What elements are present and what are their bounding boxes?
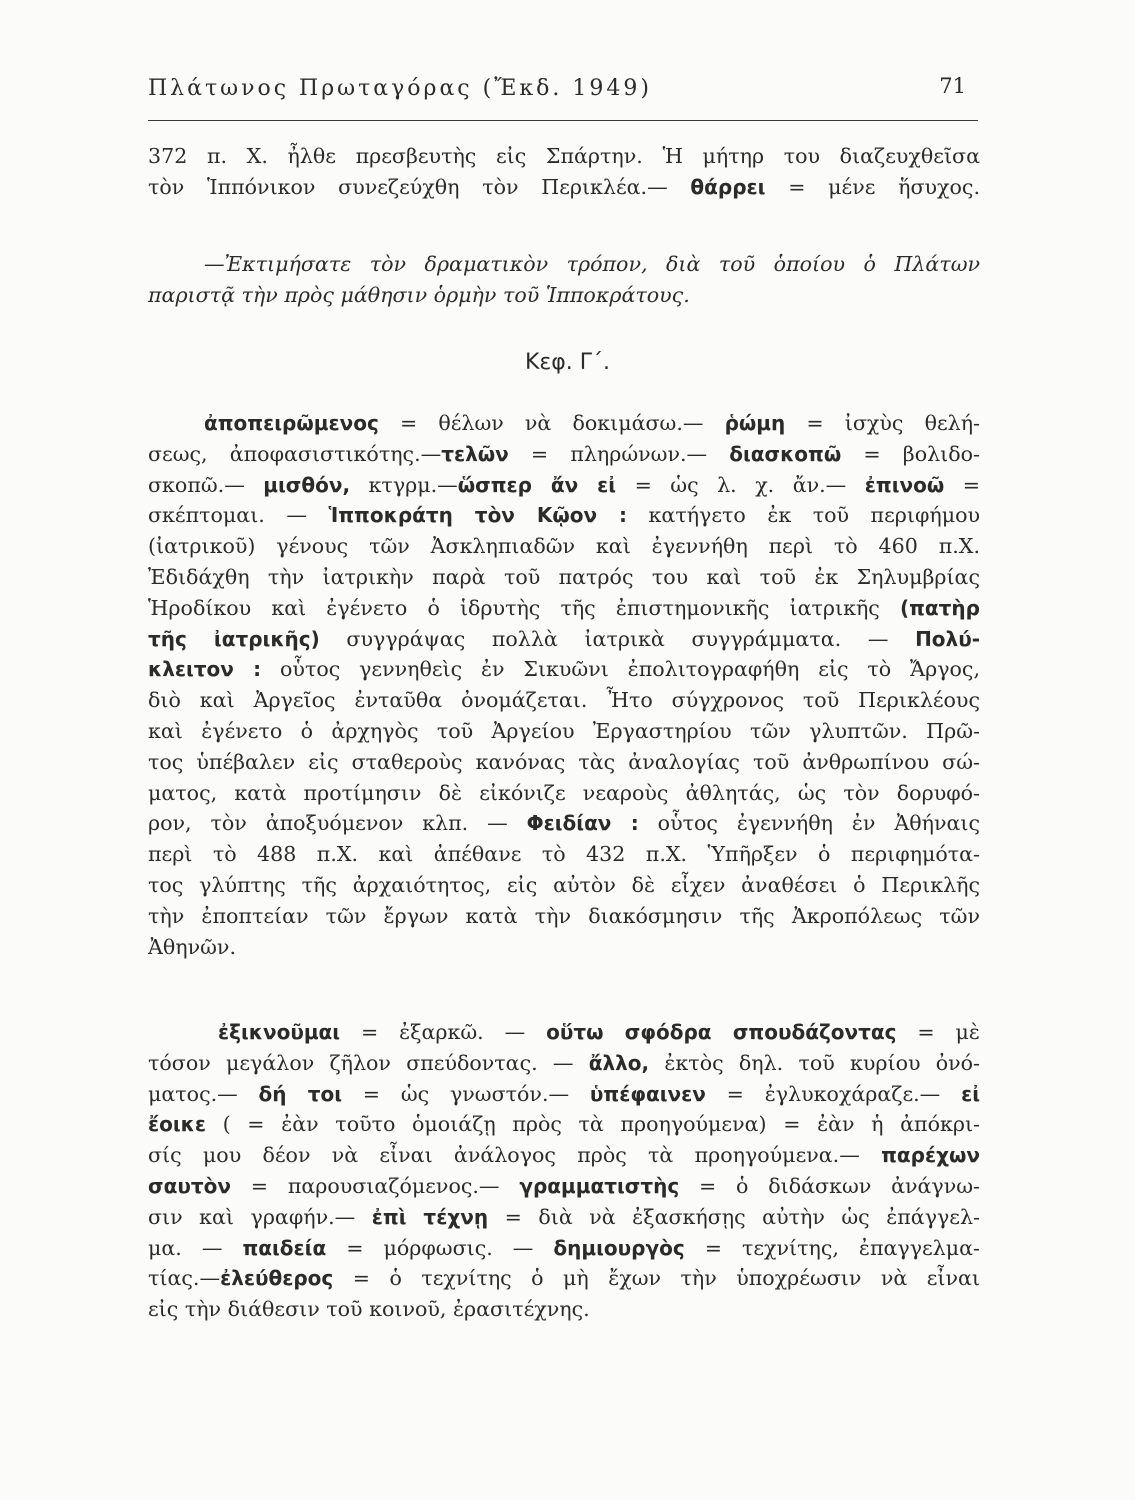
text-run: σιν καὶ γραφήν.— — [148, 1204, 372, 1229]
lemma: (πατὴρ — [899, 595, 980, 620]
lemma: ἐπινοῶ — [864, 472, 945, 497]
text-run: = πληρώνων.— — [508, 441, 730, 466]
text-line — [148, 1294, 980, 1325]
text-run: = παρουσιαζόμενος.— — [230, 1173, 520, 1198]
lemma: τελῶν — [441, 441, 509, 466]
paragraph-glossary-1 — [148, 408, 980, 962]
text-run: συγγράψας πολλὰ ἰατρικὰ συγγράμματα. — — [319, 626, 916, 651]
text-line — [148, 1233, 980, 1264]
text-run: = διὰ νὰ ἐξασκήσῃς αὐτὴν ὡς ἐπάγγελ- — [488, 1204, 980, 1229]
text-line: παριστᾷ τὴν πρὸς μάθησιν ὁρμὴν τοῦ Ἱπποκράτους. — [148, 282, 690, 307]
text-run: ματος, κατὰ προτίμησιν δὲ εἰκόνιζε νεαροὺς ἀθλητάς, ὡς τὸν δορυφό- — [148, 780, 980, 805]
text-line — [148, 624, 980, 655]
text-run: 372 π. Χ. ἦλθε πρεσβευτὴς εἰς Σπάρτην. Ἡ μήτηρ του διαζευχθεῖσα — [148, 144, 980, 168]
lemma: δημιουργὸς — [553, 1235, 685, 1260]
text-run: σκέπτομαι. — — [148, 503, 329, 528]
text-line — [148, 593, 980, 624]
text-line — [148, 1263, 980, 1294]
text-line — [148, 1048, 980, 1079]
lemma: παιδεία — [242, 1235, 327, 1260]
text-run: μα. — — [148, 1235, 243, 1260]
text-run: σίς μου δέον νὰ εἶναι ἀνάλογος πρὸς τὰ προηγούμενα.— — [148, 1143, 882, 1168]
text-run: κατήγετο ἐκ τοῦ περιφήμου — [627, 503, 981, 528]
lemma: μισθόν, — [263, 472, 351, 497]
text-line — [148, 172, 980, 203]
text-line — [148, 654, 980, 685]
text-run: = ὁ διδάσκων ἀνάγνω- — [679, 1173, 980, 1198]
text-line — [148, 1079, 980, 1110]
text-run: περὶ τὸ 488 π.Χ. καὶ ἀπέθανε τὸ 432 π.Χ. Ὑπῆρξεν ὁ περιφημότα- — [148, 842, 980, 867]
text-line — [148, 808, 980, 839]
lemma: διασκοπῶ — [729, 441, 842, 466]
text-run: ματος.— — [148, 1081, 259, 1106]
text-run: = ἰσχὺς θελή- — [785, 411, 980, 435]
text-run: τὸν Ἱππόνικον συνεζεύχθη τὸν Περικλέα.— — [148, 174, 691, 199]
lemma: δή τοι — [258, 1081, 343, 1106]
lemma: ἄλλο, — [588, 1050, 650, 1075]
text-run: διὸ καὶ Ἀργεῖος ἐνταῦθα ὀνομάζεται. Ἦτο σύγχρονος τοῦ Περικλέους — [148, 688, 980, 713]
lemma: ῥώμη — [724, 411, 786, 435]
page-header — [148, 74, 978, 121]
lemma: ὑπέφαινεν — [589, 1081, 706, 1106]
text-run: = θέλων νὰ δοκιμάσω.— — [378, 411, 725, 435]
text-line: —Ἐκτιμήσατε τὸν δραματικὸν τρόπον, διὰ τοῦ ὁποίου ὁ Πλάτων — [204, 252, 980, 276]
text-run: = μένε ἥσυχος. — [765, 174, 981, 199]
text-run: = μὲ — [896, 1020, 980, 1044]
lemma: ἐξικνοῦμαι — [218, 1020, 341, 1044]
text-line — [148, 716, 980, 747]
lemma: Φειδίαν : — [526, 811, 639, 836]
text-line — [148, 778, 980, 809]
text-run: = ἐγλυκοχάραζε.— — [705, 1081, 962, 1106]
text-run: (ἰατρικοῦ) γένους τῶν Ἀσκληπιαδῶν καὶ ἐγεννήθη περὶ τὸ 460 π.Χ. — [148, 534, 980, 559]
paragraph-glossary-2 — [148, 1017, 980, 1325]
text-run: = — [944, 472, 980, 497]
lemma: ἔοικε — [148, 1112, 207, 1137]
text-line — [148, 562, 980, 593]
text-run: ρον, τὸν ἀποξυόμενον κλπ. — — [148, 811, 527, 836]
text-run: = ὁ τεχνίτης ὁ μὴ ἔχων τὴν ὑποχρέωσιν νὰ εἶναι — [333, 1266, 980, 1291]
text-line — [148, 1171, 980, 1202]
text-run: τίας.— — [148, 1266, 221, 1291]
text-line — [148, 141, 980, 172]
text-line — [148, 408, 980, 439]
text-line — [148, 500, 980, 531]
text-run: σκοπῶ.— — [148, 472, 264, 497]
text-line — [148, 1017, 980, 1048]
paragraph-intro — [148, 141, 980, 203]
page-number: 71 — [939, 74, 966, 98]
text-run: = βολιδο- — [841, 441, 980, 466]
text-line — [148, 685, 980, 716]
text-run: τος γλύπτης τῆς ἀρχαιότητος, εἰς αὐτὸν δὲ εἶχεν ἀναθέσει ὁ Περικλῆς — [148, 872, 980, 897]
text-run: εἰς τὴν διάθεσιν τοῦ κοινοῦ, ἐρασιτέχνης. — [148, 1297, 590, 1322]
lemma: ὥσπερ ἄν εἰ — [457, 472, 617, 497]
text-run: = ὡς γνωστόν.— — [342, 1081, 590, 1106]
text-run: τόσον μεγάλον ζῆλον σπεύδοντας. — — [148, 1050, 589, 1075]
text-run: Ἐδιδάχθη τὴν ἰατρικὴν παρὰ τοῦ πατρός του καὶ τοῦ ἐκ Σηλυμβρίας — [148, 564, 980, 589]
text-run: = τεχνίτης, ἐπαγγελμα- — [684, 1235, 981, 1260]
lemma: ἐπὶ τέχνῃ — [371, 1204, 489, 1229]
text-run: Ἡροδίκου καὶ ἐγένετο ὁ ἱδρυτὴς τῆς ἐπιστημονικῆς ἰατρικῆς — [148, 595, 900, 620]
text-run: κτγρμ.— — [350, 472, 458, 497]
lemma: εἰ — [961, 1081, 980, 1106]
lemma: ἀποπειρῶμενος — [204, 411, 379, 435]
lemma: Ἱπποκράτη τὸν Κῷον : — [328, 503, 628, 528]
text-line — [148, 901, 980, 932]
text-line — [148, 870, 980, 901]
text-run: ( = ἐὰν τοῦτο ὁμοιάζῃ πρὸς τὰ προηγούμενα) = ἐὰν ἡ ἀπόκρι- — [206, 1112, 980, 1137]
text-run: ἐκτὸς δηλ. τοῦ κυρίου ὀνό- — [649, 1050, 980, 1075]
chapter-heading: Κεφ. Γ΄. — [524, 350, 611, 375]
text-line — [148, 470, 980, 501]
text-run: καὶ ἐγένετο ὁ ἀρχηγὸς τοῦ Ἀργείου Ἐργαστηρίου τῶν γλυπτῶν. Πρῶ- — [148, 718, 980, 743]
lemma: γραμματιστὴς — [519, 1173, 680, 1198]
lemma: Πολύ- — [915, 626, 981, 651]
text-line — [148, 932, 980, 963]
study-question — [148, 249, 980, 311]
lemma: οὕτω σφόδρα σπουδάζοντας — [546, 1020, 897, 1044]
text-run: τος ὑπέβαλεν εἰς σταθεροὺς κανόνας τὰς ἀναλογίας τοῦ ἀνθρωπίνου σώ- — [148, 749, 980, 774]
text-run: = μόρφωσις. — — [326, 1235, 554, 1260]
lemma: θάρρει — [690, 174, 766, 199]
text-line — [148, 531, 980, 562]
text-run: = ἐξαρκῶ. — — [340, 1020, 547, 1044]
lemma: ἐλεύθερος — [220, 1266, 334, 1291]
lemma: σαυτὸν — [148, 1173, 231, 1198]
text-run: οὗτος γεννηθεὶς ἐν Σικυῶνι ἐπολιτογραφήθη εἰς τὸ Ἄργος, — [261, 657, 980, 682]
text-line — [148, 1140, 980, 1171]
text-line — [148, 1109, 980, 1140]
text-run: τὴν ἐποπτείαν τῶν ἔργων κατὰ τὴν διακόσμησιν τῆς Ἀκροπόλεως τῶν — [148, 903, 980, 928]
text-line — [148, 839, 980, 870]
text-run: σεως, ἀποφασιστικότης.— — [148, 441, 442, 466]
text-run: Ἀθηνῶν. — [148, 934, 236, 959]
lemma: παρέχων — [881, 1143, 980, 1168]
text-run: οὗτος ἐγεννήθη ἐν Ἀθήναις — [638, 811, 980, 836]
text-line — [148, 439, 980, 470]
lemma: τῆς ἰατρικῆς) — [148, 626, 320, 651]
lemma: κλειτον : — [148, 657, 262, 682]
text-run: = ὡς λ. χ. ἄν.— — [616, 472, 865, 497]
text-line — [148, 747, 980, 778]
running-title: Πλάτωνος Πρωταγόρας (Ἔκδ. 1949) — [148, 76, 652, 101]
text-line — [148, 1202, 980, 1233]
